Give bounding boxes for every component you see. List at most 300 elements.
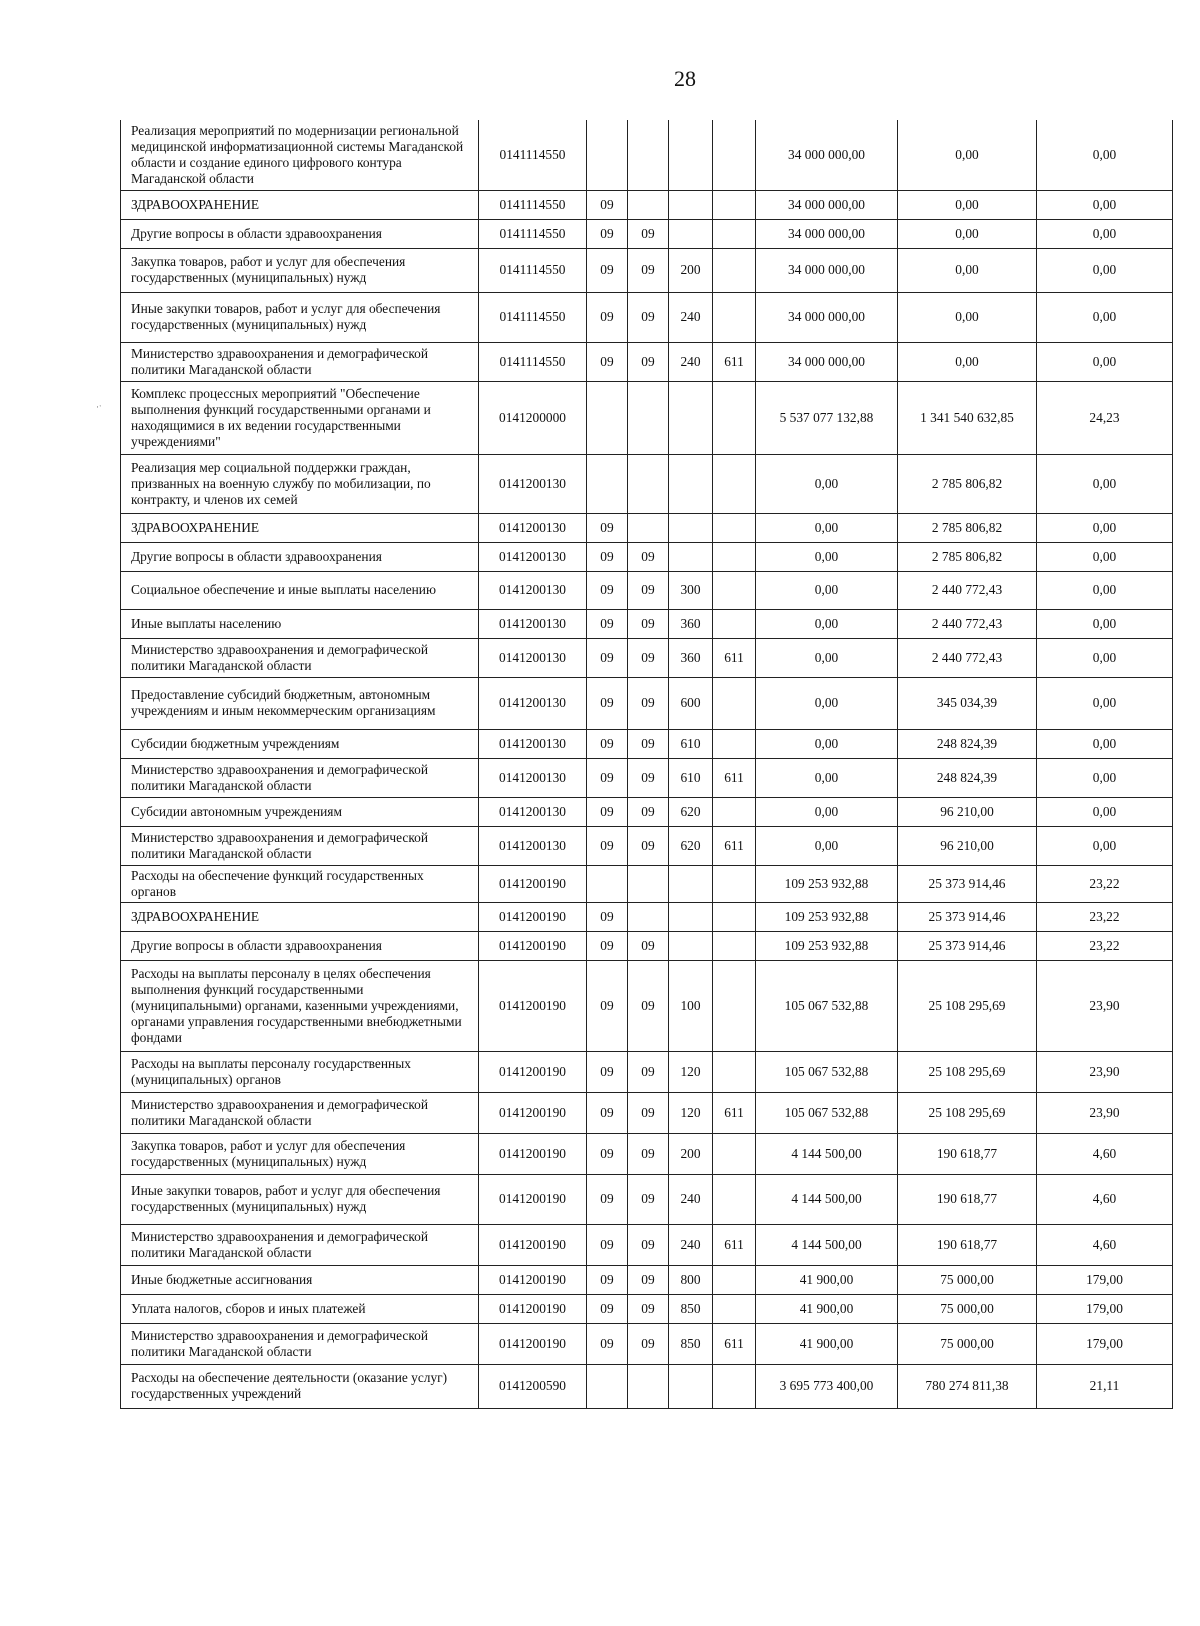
grbs-cell: [713, 513, 756, 542]
actual-amount-cell: 190 618,77: [898, 1224, 1037, 1265]
grbs-cell: [713, 797, 756, 826]
plan-amount-cell: 105 067 532,88: [756, 1092, 898, 1133]
plan-amount-cell: 109 253 932,88: [756, 902, 898, 931]
subsection-cell: [628, 381, 669, 454]
plan-amount-cell: 0,00: [756, 454, 898, 513]
percent-cell: 0,00: [1037, 677, 1173, 729]
plan-amount-cell: 4 144 500,00: [756, 1174, 898, 1224]
grbs-cell: [713, 729, 756, 758]
percent-cell: 0,00: [1037, 729, 1173, 758]
table-row: [121, 381, 1173, 454]
target-code-cell: 0141200130: [479, 513, 587, 542]
target-code-cell: 0141200130: [479, 609, 587, 638]
percent-cell: 23,22: [1037, 931, 1173, 960]
percent-cell: 0,00: [1037, 542, 1173, 571]
section-cell: 09: [587, 248, 628, 292]
subsection-cell: 09: [628, 571, 669, 609]
row-name-cell: ЗДРАВООХРАНЕНИЕ: [121, 513, 479, 542]
expense-type-cell: [669, 219, 713, 248]
subsection-cell: [628, 454, 669, 513]
row-name-cell: Предоставление субсидий бюджетным, автономным учреждениям и иным некоммерческим организациям: [121, 677, 479, 729]
percent-cell: 23,90: [1037, 1051, 1173, 1092]
grbs-cell: [713, 1364, 756, 1408]
actual-amount-cell: 2 440 772,43: [898, 609, 1037, 638]
expense-type-cell: 620: [669, 826, 713, 865]
grbs-cell: [713, 454, 756, 513]
target-code-cell: 0141200190: [479, 1323, 587, 1364]
grbs-cell: [713, 609, 756, 638]
grbs-cell: [713, 931, 756, 960]
expense-type-cell: 610: [669, 729, 713, 758]
plan-amount-cell: 41 900,00: [756, 1323, 898, 1364]
section-cell: 09: [587, 542, 628, 571]
section-cell: 09: [587, 219, 628, 248]
plan-amount-cell: 41 900,00: [756, 1265, 898, 1294]
actual-amount-cell: 0,00: [898, 248, 1037, 292]
section-cell: 09: [587, 513, 628, 542]
plan-amount-cell: 34 000 000,00: [756, 248, 898, 292]
section-cell: 09: [587, 758, 628, 797]
actual-amount-cell: 75 000,00: [898, 1294, 1037, 1323]
percent-cell: 0,00: [1037, 758, 1173, 797]
plan-amount-cell: 34 000 000,00: [756, 292, 898, 342]
plan-amount-cell: 0,00: [756, 638, 898, 677]
section-cell: 09: [587, 1092, 628, 1133]
target-code-cell: 0141200190: [479, 865, 587, 902]
grbs-cell: [713, 571, 756, 609]
subsection-cell: 09: [628, 609, 669, 638]
grbs-cell: 611: [713, 1323, 756, 1364]
table-row: [121, 513, 1173, 542]
page-number: 28: [674, 66, 696, 91]
grbs-cell: [713, 902, 756, 931]
subsection-cell: 09: [628, 1174, 669, 1224]
expense-type-cell: 600: [669, 677, 713, 729]
row-name-cell: Министерство здравоохранения и демографической политики Магаданской области: [121, 638, 479, 677]
grbs-cell: [713, 190, 756, 219]
table-row: [121, 190, 1173, 219]
section-cell: 09: [587, 1174, 628, 1224]
percent-cell: 0,00: [1037, 190, 1173, 219]
row-name-cell: Уплата налогов, сборов и иных платежей: [121, 1294, 479, 1323]
table-row: [121, 1133, 1173, 1174]
plan-amount-cell: 0,00: [756, 513, 898, 542]
expense-type-cell: [669, 902, 713, 931]
grbs-cell: [713, 381, 756, 454]
grbs-cell: 611: [713, 342, 756, 381]
table-row: [121, 1051, 1173, 1092]
grbs-cell: [713, 1174, 756, 1224]
actual-amount-cell: 248 824,39: [898, 729, 1037, 758]
target-code-cell: 0141200130: [479, 638, 587, 677]
section-cell: 09: [587, 1294, 628, 1323]
row-name-cell: Другие вопросы в области здравоохранения: [121, 542, 479, 571]
grbs-cell: [713, 1051, 756, 1092]
section-cell: 09: [587, 1133, 628, 1174]
actual-amount-cell: 25 373 914,46: [898, 931, 1037, 960]
expense-type-cell: 240: [669, 292, 713, 342]
subsection-cell: 09: [628, 638, 669, 677]
row-name-cell: Министерство здравоохранения и демографической политики Магаданской области: [121, 1323, 479, 1364]
actual-amount-cell: 2 785 806,82: [898, 542, 1037, 571]
row-name-cell: Закупка товаров, работ и услуг для обеспечения государственных (муниципальных) нужд: [121, 1133, 479, 1174]
table-body: [121, 120, 1173, 1408]
percent-cell: 179,00: [1037, 1265, 1173, 1294]
table-row: [121, 960, 1173, 1051]
subsection-cell: 09: [628, 1092, 669, 1133]
expense-type-cell: 620: [669, 797, 713, 826]
row-name-cell: Социальное обеспечение и иные выплаты населению: [121, 571, 479, 609]
target-code-cell: 0141200190: [479, 1092, 587, 1133]
section-cell: 09: [587, 1323, 628, 1364]
actual-amount-cell: 25 108 295,69: [898, 1092, 1037, 1133]
expense-type-cell: [669, 931, 713, 960]
subsection-cell: 09: [628, 342, 669, 381]
subsection-cell: 09: [628, 1265, 669, 1294]
target-code-cell: 0141200190: [479, 902, 587, 931]
row-name-cell: Другие вопросы в области здравоохранения: [121, 219, 479, 248]
percent-cell: 0,00: [1037, 292, 1173, 342]
grbs-cell: 611: [713, 826, 756, 865]
table-row: [121, 1224, 1173, 1265]
expense-type-cell: 200: [669, 248, 713, 292]
subsection-cell: 09: [628, 1323, 669, 1364]
target-code-cell: 0141200130: [479, 571, 587, 609]
table-row: [121, 1323, 1173, 1364]
subsection-cell: [628, 513, 669, 542]
section-cell: 09: [587, 609, 628, 638]
actual-amount-cell: 0,00: [898, 292, 1037, 342]
scan-mark: ·ˑ: [96, 402, 102, 412]
row-name-cell: Министерство здравоохранения и демографической политики Магаданской области: [121, 758, 479, 797]
expense-type-cell: 120: [669, 1051, 713, 1092]
plan-amount-cell: 34 000 000,00: [756, 190, 898, 219]
expense-type-cell: 240: [669, 1174, 713, 1224]
actual-amount-cell: 190 618,77: [898, 1133, 1037, 1174]
budget-table: [120, 120, 1173, 1409]
table-row: [121, 865, 1173, 902]
table-row: [121, 542, 1173, 571]
target-code-cell: 0141200190: [479, 1265, 587, 1294]
table-row: [121, 248, 1173, 292]
actual-amount-cell: 96 210,00: [898, 797, 1037, 826]
percent-cell: 0,00: [1037, 609, 1173, 638]
row-name-cell: Реализация мер социальной поддержки граждан, призванных на военную службу по мобилизации, по контракту, и членов их семей: [121, 454, 479, 513]
target-code-cell: 0141114550: [479, 248, 587, 292]
percent-cell: 0,00: [1037, 638, 1173, 677]
table-row: [121, 797, 1173, 826]
expense-type-cell: 850: [669, 1294, 713, 1323]
subsection-cell: 09: [628, 1133, 669, 1174]
row-name-cell: Субсидии автономным учреждениям: [121, 797, 479, 826]
target-code-cell: 0141200190: [479, 960, 587, 1051]
row-name-cell: Министерство здравоохранения и демографической политики Магаданской области: [121, 342, 479, 381]
actual-amount-cell: 0,00: [898, 342, 1037, 381]
table-row: [121, 571, 1173, 609]
actual-amount-cell: 780 274 811,38: [898, 1364, 1037, 1408]
actual-amount-cell: 1 341 540 632,85: [898, 381, 1037, 454]
section-cell: 09: [587, 960, 628, 1051]
percent-cell: 0,00: [1037, 826, 1173, 865]
target-code-cell: 0141114550: [479, 190, 587, 219]
subsection-cell: [628, 120, 669, 190]
target-code-cell: 0141200130: [479, 454, 587, 513]
table-row: [121, 1364, 1173, 1408]
actual-amount-cell: 0,00: [898, 120, 1037, 190]
grbs-cell: [713, 219, 756, 248]
row-name-cell: Реализация мероприятий по модернизации региональной медицинской информатизационной системы Магаданской области и создание единого цифрового контура Магаданской области: [121, 120, 479, 190]
table-row: [121, 758, 1173, 797]
actual-amount-cell: 25 373 914,46: [898, 865, 1037, 902]
actual-amount-cell: 75 000,00: [898, 1265, 1037, 1294]
row-name-cell: Иные бюджетные ассигнования: [121, 1265, 479, 1294]
section-cell: [587, 454, 628, 513]
table-row: [121, 902, 1173, 931]
row-name-cell: Субсидии бюджетным учреждениям: [121, 729, 479, 758]
actual-amount-cell: 25 373 914,46: [898, 902, 1037, 931]
section-cell: 09: [587, 931, 628, 960]
expense-type-cell: [669, 120, 713, 190]
target-code-cell: 0141200590: [479, 1364, 587, 1408]
actual-amount-cell: 0,00: [898, 190, 1037, 219]
plan-amount-cell: 0,00: [756, 677, 898, 729]
subsection-cell: [628, 865, 669, 902]
target-code-cell: 0141200190: [479, 1133, 587, 1174]
table-row: [121, 729, 1173, 758]
table-row: [121, 931, 1173, 960]
target-code-cell: 0141114550: [479, 120, 587, 190]
actual-amount-cell: 2 440 772,43: [898, 571, 1037, 609]
grbs-cell: [713, 292, 756, 342]
actual-amount-cell: 248 824,39: [898, 758, 1037, 797]
actual-amount-cell: 25 108 295,69: [898, 960, 1037, 1051]
plan-amount-cell: 105 067 532,88: [756, 960, 898, 1051]
actual-amount-cell: 2 785 806,82: [898, 454, 1037, 513]
table-row: [121, 826, 1173, 865]
expense-type-cell: [669, 381, 713, 454]
grbs-cell: [713, 1294, 756, 1323]
plan-amount-cell: 34 000 000,00: [756, 342, 898, 381]
row-name-cell: Закупка товаров, работ и услуг для обеспечения государственных (муниципальных) нужд: [121, 248, 479, 292]
expense-type-cell: 240: [669, 1224, 713, 1265]
section-cell: 09: [587, 1224, 628, 1265]
subsection-cell: 09: [628, 677, 669, 729]
section-cell: 09: [587, 826, 628, 865]
table-row: [121, 1265, 1173, 1294]
grbs-cell: [713, 677, 756, 729]
subsection-cell: [628, 1364, 669, 1408]
plan-amount-cell: 109 253 932,88: [756, 931, 898, 960]
target-code-cell: 0141200130: [479, 826, 587, 865]
target-code-cell: 0141200130: [479, 797, 587, 826]
target-code-cell: 0141200130: [479, 729, 587, 758]
target-code-cell: 0141114550: [479, 292, 587, 342]
subsection-cell: 09: [628, 729, 669, 758]
target-code-cell: 0141114550: [479, 219, 587, 248]
subsection-cell: 09: [628, 292, 669, 342]
section-cell: 09: [587, 729, 628, 758]
expense-type-cell: [669, 865, 713, 902]
percent-cell: 24,23: [1037, 381, 1173, 454]
target-code-cell: 0141200190: [479, 931, 587, 960]
expense-type-cell: 360: [669, 638, 713, 677]
grbs-cell: [713, 865, 756, 902]
actual-amount-cell: 2 785 806,82: [898, 513, 1037, 542]
expense-type-cell: 850: [669, 1323, 713, 1364]
percent-cell: 0,00: [1037, 219, 1173, 248]
percent-cell: 0,00: [1037, 797, 1173, 826]
percent-cell: 23,90: [1037, 1092, 1173, 1133]
grbs-cell: [713, 248, 756, 292]
section-cell: 09: [587, 1265, 628, 1294]
subsection-cell: [628, 190, 669, 219]
percent-cell: 21,11: [1037, 1364, 1173, 1408]
subsection-cell: 09: [628, 797, 669, 826]
section-cell: 09: [587, 571, 628, 609]
row-name-cell: Министерство здравоохранения и демографической политики Магаданской области: [121, 826, 479, 865]
table-row: [121, 677, 1173, 729]
section-cell: 09: [587, 342, 628, 381]
table-row: [121, 1092, 1173, 1133]
grbs-cell: [713, 120, 756, 190]
percent-cell: 0,00: [1037, 454, 1173, 513]
section-cell: 09: [587, 677, 628, 729]
subsection-cell: 09: [628, 219, 669, 248]
grbs-cell: [713, 542, 756, 571]
expense-type-cell: 800: [669, 1265, 713, 1294]
percent-cell: 23,22: [1037, 902, 1173, 931]
section-cell: [587, 381, 628, 454]
expense-type-cell: 200: [669, 1133, 713, 1174]
target-code-cell: 0141200130: [479, 542, 587, 571]
plan-amount-cell: 4 144 500,00: [756, 1133, 898, 1174]
percent-cell: 4,60: [1037, 1224, 1173, 1265]
target-code-cell: 0141200130: [479, 758, 587, 797]
plan-amount-cell: 0,00: [756, 571, 898, 609]
target-code-cell: 0141200130: [479, 677, 587, 729]
plan-amount-cell: 41 900,00: [756, 1294, 898, 1323]
table-row: [121, 454, 1173, 513]
plan-amount-cell: 4 144 500,00: [756, 1224, 898, 1265]
table-row: [121, 1294, 1173, 1323]
section-cell: [587, 865, 628, 902]
row-name-cell: Расходы на выплаты персоналу в целях обеспечения выполнения функций государственными (муниципальными) органами, казенными учреждениями, органами управления государственными внебюджетными фондами: [121, 960, 479, 1051]
target-code-cell: 0141200190: [479, 1051, 587, 1092]
row-name-cell: Расходы на выплаты персоналу государственных (муниципальных) органов: [121, 1051, 479, 1092]
plan-amount-cell: 0,00: [756, 826, 898, 865]
expense-type-cell: 300: [669, 571, 713, 609]
row-name-cell: Другие вопросы в области здравоохранения: [121, 931, 479, 960]
percent-cell: 179,00: [1037, 1294, 1173, 1323]
plan-amount-cell: 0,00: [756, 758, 898, 797]
row-name-cell: ЗДРАВООХРАНЕНИЕ: [121, 190, 479, 219]
table-row: [121, 292, 1173, 342]
subsection-cell: [628, 902, 669, 931]
row-name-cell: Расходы на обеспечение деятельности (оказание услуг) государственных учреждений: [121, 1364, 479, 1408]
plan-amount-cell: 5 537 077 132,88: [756, 381, 898, 454]
expense-type-cell: [669, 1364, 713, 1408]
target-code-cell: 0141200190: [479, 1294, 587, 1323]
section-cell: 09: [587, 190, 628, 219]
percent-cell: 0,00: [1037, 513, 1173, 542]
subsection-cell: 09: [628, 1294, 669, 1323]
percent-cell: 4,60: [1037, 1174, 1173, 1224]
expense-type-cell: [669, 190, 713, 219]
plan-amount-cell: 34 000 000,00: [756, 219, 898, 248]
plan-amount-cell: 0,00: [756, 542, 898, 571]
actual-amount-cell: 345 034,39: [898, 677, 1037, 729]
grbs-cell: [713, 960, 756, 1051]
plan-amount-cell: 105 067 532,88: [756, 1051, 898, 1092]
plan-amount-cell: 34 000 000,00: [756, 120, 898, 190]
row-name-cell: Иные выплаты населению: [121, 609, 479, 638]
target-code-cell: 0141200190: [479, 1174, 587, 1224]
row-name-cell: Комплекс процессных мероприятий "Обеспечение выполнения функций государственными органами и находящимися в их ведении государственными учреждениями": [121, 381, 479, 454]
percent-cell: 0,00: [1037, 342, 1173, 381]
grbs-cell: 611: [713, 638, 756, 677]
plan-amount-cell: 0,00: [756, 609, 898, 638]
percent-cell: 23,90: [1037, 960, 1173, 1051]
percent-cell: 0,00: [1037, 120, 1173, 190]
plan-amount-cell: 0,00: [756, 797, 898, 826]
table-row: [121, 342, 1173, 381]
expense-type-cell: 240: [669, 342, 713, 381]
percent-cell: 179,00: [1037, 1323, 1173, 1364]
grbs-cell: [713, 1133, 756, 1174]
actual-amount-cell: 190 618,77: [898, 1174, 1037, 1224]
plan-amount-cell: 0,00: [756, 729, 898, 758]
row-name-cell: Иные закупки товаров, работ и услуг для обеспечения государственных (муниципальных) нужд: [121, 1174, 479, 1224]
subsection-cell: 09: [628, 931, 669, 960]
actual-amount-cell: 25 108 295,69: [898, 1051, 1037, 1092]
row-name-cell: Расходы на обеспечение функций государственных органов: [121, 865, 479, 902]
expense-type-cell: 610: [669, 758, 713, 797]
section-cell: 09: [587, 638, 628, 677]
row-name-cell: Иные закупки товаров, работ и услуг для обеспечения государственных (муниципальных) нужд: [121, 292, 479, 342]
section-cell: 09: [587, 797, 628, 826]
percent-cell: 23,22: [1037, 865, 1173, 902]
expense-type-cell: [669, 542, 713, 571]
actual-amount-cell: 2 440 772,43: [898, 638, 1037, 677]
percent-cell: 4,60: [1037, 1133, 1173, 1174]
row-name-cell: Министерство здравоохранения и демографической политики Магаданской области: [121, 1224, 479, 1265]
subsection-cell: 09: [628, 826, 669, 865]
percent-cell: 0,00: [1037, 248, 1173, 292]
subsection-cell: 09: [628, 1224, 669, 1265]
row-name-cell: ЗДРАВООХРАНЕНИЕ: [121, 902, 479, 931]
grbs-cell: [713, 1265, 756, 1294]
table-row: [121, 638, 1173, 677]
section-cell: [587, 1364, 628, 1408]
table-row: [121, 609, 1173, 638]
section-cell: 09: [587, 902, 628, 931]
row-name-cell: Министерство здравоохранения и демографической политики Магаданской области: [121, 1092, 479, 1133]
expense-type-cell: [669, 454, 713, 513]
target-code-cell: 0141200190: [479, 1224, 587, 1265]
actual-amount-cell: 75 000,00: [898, 1323, 1037, 1364]
subsection-cell: 09: [628, 758, 669, 797]
expense-type-cell: [669, 513, 713, 542]
actual-amount-cell: 96 210,00: [898, 826, 1037, 865]
subsection-cell: 09: [628, 248, 669, 292]
target-code-cell: 0141114550: [479, 342, 587, 381]
subsection-cell: 09: [628, 960, 669, 1051]
section-cell: [587, 120, 628, 190]
table-row: [121, 120, 1173, 190]
section-cell: 09: [587, 1051, 628, 1092]
section-cell: 09: [587, 292, 628, 342]
percent-cell: 0,00: [1037, 571, 1173, 609]
